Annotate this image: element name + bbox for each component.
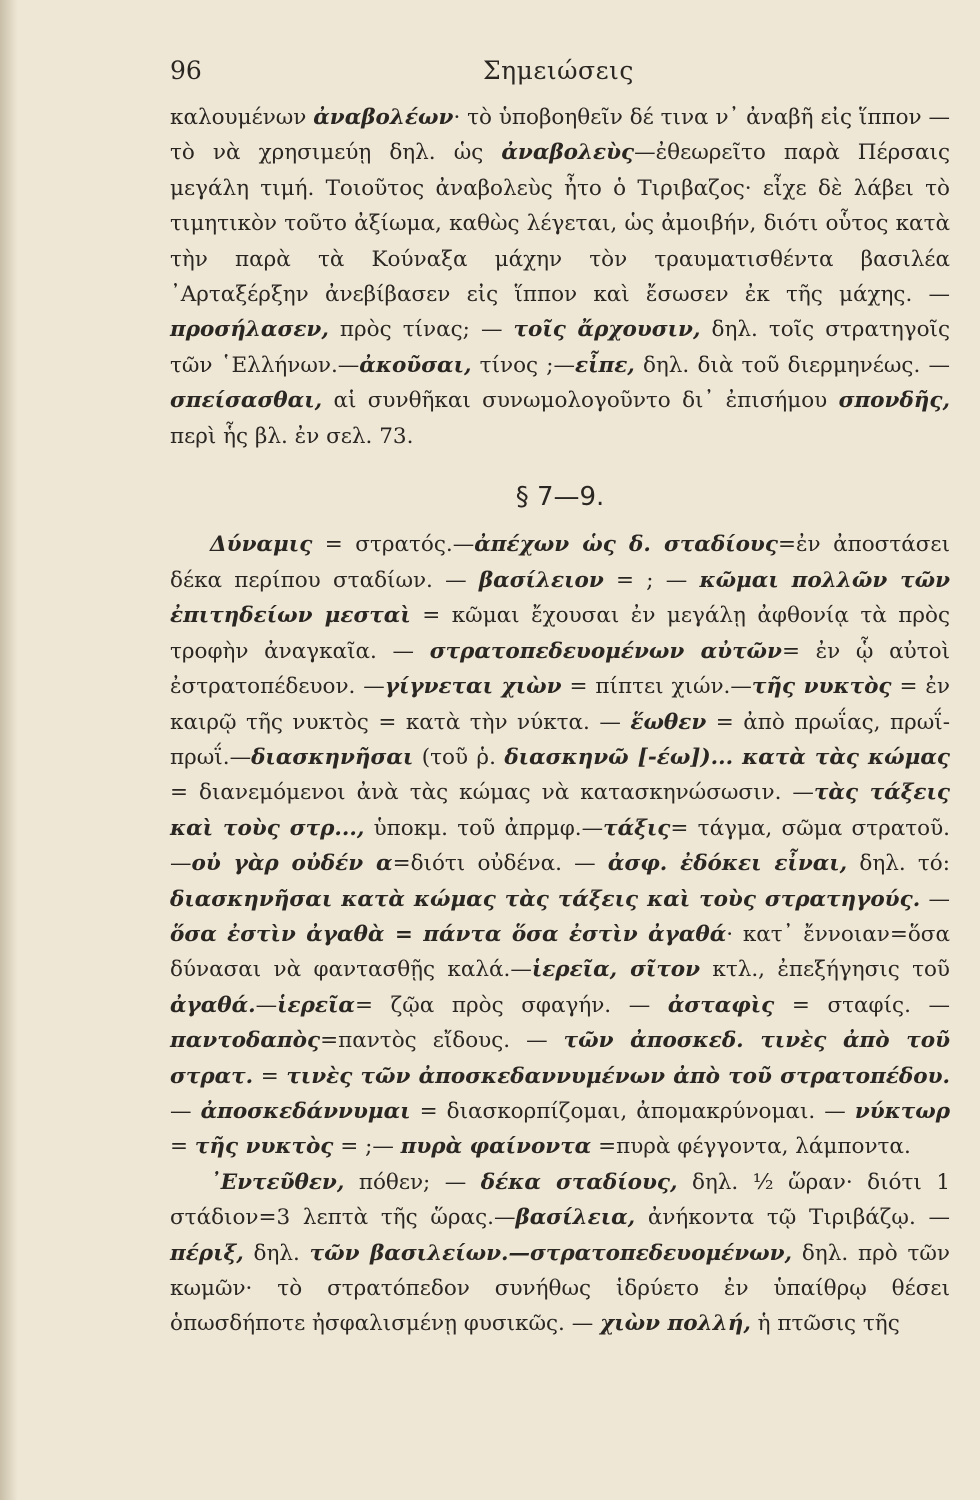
page-edge-shadow xyxy=(0,0,18,1500)
running-title: Σημειώσεις xyxy=(483,56,634,85)
paragraph-2: Δύναμις = στρατός.—ἀπέχων ὡς δ. σταδίους=ἐν ἀποστάσει δέκα περίπου σταδίων. — βασίλειον = ; — κῶμαι πολλῶν τῶν ἐπιτηδείων μεσταὶ = κῶμαι ἔχουσαι ἐν μεγάλῃ ἀφθονίᾳ τὰ πρὸς τροφὴν ἀναγκαῖα. — στρατοπεδευομένων αὐτῶν= ἐν ᾧ αὐτοὶ ἐστρατοπέδευον. —γίγνεται χιὼν = πίπτει χιών.—τῆς νυκτὸς = ἐν καιρῷ τῆς νυκτὸς = κατὰ τὴν νύκτα. — ἕωθεν = ἀπὸ πρωΐας, πρωΐ-πρωΐ.—διασκηνῆσαι (τοῦ ῥ. διασκηνῶ [-έω])... κατὰ τὰς κώμας = διανεμόμενοι ἀνὰ τὰς κώμας νὰ κατασκηνώσωσιν. —τὰς τάξεις καὶ τοὺς στρ..., ὑποκμ. τοῦ ἀπρμφ.—τάξις= τάγμα, σῶμα στρατοῦ.—οὐ γὰρ οὐδέν α=διότι οὐδένα. — ἀσφ. ἐδόκει εἶναι, δηλ. τό: διασκηνῆσαι κατὰ κώμας τὰς τάξεις καὶ τοὺς στρατηγούς. — ὅσα ἐστὶν ἀγαθὰ = πάντα ὅσα ἐστὶν ἀγαθά· κατ᾽ ἔννοιαν=ὅσα δύνασαι νὰ φαντασθῇς καλά.—ἱερεῖα, σῖτον κτλ., ἐπεξήγησις τοῦ ἀγαθά.—ἱερεῖα= ζῷα πρὸς σφαγήν. — ἀσταφὶς = σταφίς. —παντοδαπὸς=παντὸς εἴδους. — τῶν ἀποσκεδ. τινὲς ἀπὸ τοῦ στρατ. = τινὲς τῶν ἀποσκεδαννυμένων ἀπὸ τοῦ στρατοπέδου. — ἀποσκεδάννυμαι = διασκορπίζομαι, ἀπομακρύνομαι. — νύκτωρ = τῆς νυκτὸς = ;— πυρὰ φαίνοντα =πυρὰ φέγγοντα, λάμποντα. xyxy=(170,532,951,1160)
section-heading: § 7—9. xyxy=(515,482,605,513)
page-header xyxy=(170,48,950,88)
page-number: 96 xyxy=(170,56,202,85)
paragraph-1: καλουμένων ἀναβολέων· τὸ ὑποβοηθεῖν δέ τινα ν᾽ ἀναβῆ εἰς ἵππον —τὸ νὰ χρησιμεύῃ δηλ. ὡς ἀναβολεὺς—ἐθεωρεῖτο παρὰ Πέρσαις μεγάλη τιμή. Τοιοῦτος ἀναβολεὺς ἦτο ὁ Τιριβαζος· εἶχε δὲ λάβει τὸ τιμητικὸν τοῦτο ἀξίωμα, καθὼς λέγεται, ὡς ἀμοιβήν, διότι οὗτος κατὰ τὴν παρὰ τὰ Κούναξα μάχην τὸν τραυματισθέντα βασιλέα ᾽Αρταξέρξην ἀνεβίβασεν εἰς ἵππον καὶ ἔσωσεν ἐκ τῆς μάχης. — προσήλασεν, πρὸς τίνας; — τοῖς ἄρχουσιν, δηλ. τοῖς στρατηγοῖς τῶν ῾Ελλήνων.—ἀκοῦσαι, τίνος ;—εἶπε, δηλ. διὰ τοῦ διερμηνέως. — σπείσασθαι, αἱ συνθῆκαι συνωμολογοῦντο δι᾽ ἐπισήμου σπονδῆς, περὶ ἧς βλ. ἐν σελ. 73. xyxy=(170,105,951,449)
paragraph-3: ᾽Εντεῦθεν, πόθεν; — δέκα σταδίους, δηλ. ½ ὥραν· διότι 1 στάδιον=3 λεπτὰ τῆς ὥρας.—βασίλεια, ἀνήκοντα τῷ Τιριβάζῳ. —πέριξ, δηλ. τῶν βασιλείων.—στρατοπεδευομένων, δηλ. πρὸ τῶν κωμῶν· τὸ στρατόπεδον συνήθως ἱδρύετο ἐν ὑπαίθρῳ θέσει ὁπωσδήποτε ἠσφαλισμένῃ φυσικῶς. — χιὼν πολλή, ἡ πτῶσις τῆς xyxy=(170,1169,951,1337)
body-text xyxy=(170,100,950,1342)
